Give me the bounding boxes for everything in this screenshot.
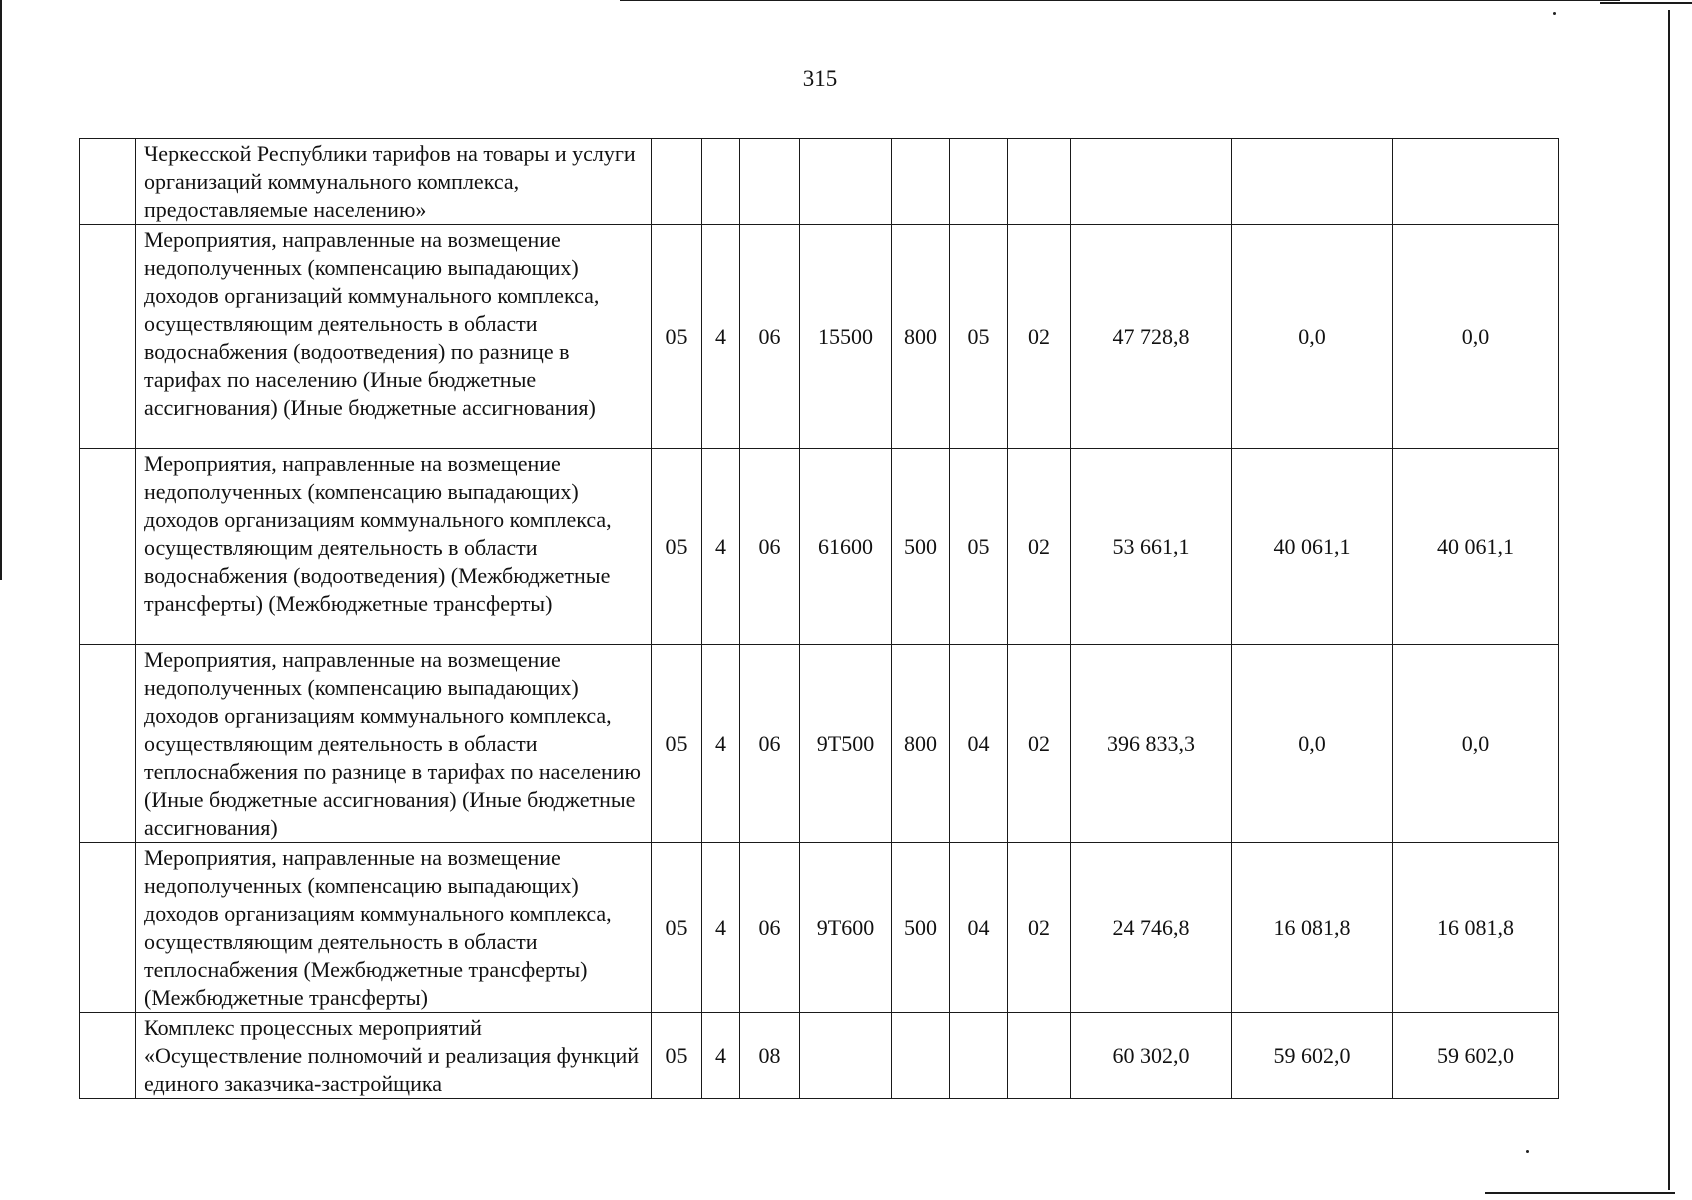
code-program: 4 [702,843,740,1013]
code-subprogram: 06 [740,225,800,449]
amount-year-1: 24 746,8 [1071,843,1232,1013]
code-section: 05 [652,645,702,843]
code-expense-type [892,1013,950,1099]
code-program: 4 [702,1013,740,1099]
code-section: 05 [652,1013,702,1099]
scan-top-right-rule [1600,2,1692,4]
code-subdivision: 02 [1008,225,1071,449]
amount-year-1 [1071,139,1232,225]
amount-year-2: 40 061,1 [1232,449,1393,645]
table-row [80,449,1559,645]
code-division: 04 [950,843,1008,1013]
amount-year-1: 53 661,1 [1071,449,1232,645]
code-subprogram [740,139,800,225]
amount-year-3: 40 061,1 [1393,449,1559,645]
scan-bottom-right-rule [1485,1192,1675,1194]
budget-table [79,138,1559,1099]
amount-year-3: 59 602,0 [1393,1013,1559,1099]
code-subprogram: 06 [740,843,800,1013]
amount-year-3 [1393,139,1559,225]
scan-top-rule [620,0,1620,1]
code-program: 4 [702,225,740,449]
code-section [652,139,702,225]
amount-year-2: 59 602,0 [1232,1013,1393,1099]
amount-year-2 [1232,139,1393,225]
code-subdivision: 02 [1008,843,1071,1013]
code-subprogram: 06 [740,645,800,843]
scan-speck [1526,1150,1529,1153]
amount-year-1: 60 302,0 [1071,1013,1232,1099]
amount-year-2: 0,0 [1232,645,1393,843]
code-section: 05 [652,225,702,449]
code-division [950,139,1008,225]
code-expense-type: 800 [892,225,950,449]
code-section: 05 [652,449,702,645]
table-row [80,645,1559,843]
row-number [80,843,136,1013]
code-subprogram: 08 [740,1013,800,1099]
row-description: Комплекс процессных мероприятий «Осуществление полномочий и реализация функций единого заказчика-застройщика [136,1013,652,1099]
page-number: 315 [802,66,838,91]
code-program [702,139,740,225]
amount-year-3: 0,0 [1393,645,1559,843]
row-description: Мероприятия, направленные на возмещение недополученных (компенсацию выпадающих) доходов организациям коммунального комплекса, осуществляющим деятельность в области теплоснабжения по разнице в тарифах по населению (Иные бюджетные ассигнования) (Иные бюджетные ассигнования) [136,645,652,843]
scan-speck [1553,12,1556,15]
amount-year-1: 47 728,8 [1071,225,1232,449]
table-row [80,139,1559,225]
row-description: Мероприятия, направленные на возмещение недополученных (компенсацию выпадающих) доходов организациям коммунального комплекса, осуществляющим деятельность в области теплоснабжения (Межбюджетные трансферты) (Межбюджетные трансферты) [136,843,652,1013]
code-direction: 61600 [800,449,892,645]
code-subdivision [1008,1013,1071,1099]
amount-year-2: 0,0 [1232,225,1393,449]
code-direction: 15500 [800,225,892,449]
code-division: 04 [950,645,1008,843]
code-division: 05 [950,449,1008,645]
code-expense-type: 800 [892,645,950,843]
code-direction: 9Т500 [800,645,892,843]
code-division [950,1013,1008,1099]
code-direction: 9Т600 [800,843,892,1013]
code-expense-type: 500 [892,843,950,1013]
code-program: 4 [702,645,740,843]
row-description: Мероприятия, направленные на возмещение недополученных (компенсацию выпадающих) доходов организаций коммунального комплекса, осуществляющим деятельность в области водоснабжения (водоотведения) по разнице в тарифах по населению (Иные бюджетные ассигнования) (Иные бюджетные ассигнования) [136,225,652,449]
amount-year-3: 0,0 [1393,225,1559,449]
amount-year-2: 16 081,8 [1232,843,1393,1013]
code-division: 05 [950,225,1008,449]
table-row [80,225,1559,449]
code-subdivision: 02 [1008,449,1071,645]
code-expense-type [892,139,950,225]
scan-right-edge [1668,10,1670,1190]
code-subdivision [1008,139,1071,225]
row-number [80,449,136,645]
table-row [80,843,1559,1013]
code-subprogram: 06 [740,449,800,645]
row-description: Черкесской Республики тарифов на товары и услуги организаций коммунального комплекса, предоставляемые населению» [136,139,652,225]
code-subdivision: 02 [1008,645,1071,843]
table-row [80,1013,1559,1099]
amount-year-1: 396 833,3 [1071,645,1232,843]
row-description: Мероприятия, направленные на возмещение недополученных (компенсацию выпадающих) доходов организациям коммунального комплекса, осуществляющим деятельность в области водоснабжения (водоотведения) (Межбюджетные трансферты) (Межбюджетные трансферты) [136,449,652,645]
row-number [80,645,136,843]
amount-year-3: 16 081,8 [1393,843,1559,1013]
row-number [80,1013,136,1099]
row-number [80,225,136,449]
code-expense-type: 500 [892,449,950,645]
code-direction [800,1013,892,1099]
code-direction [800,139,892,225]
code-program: 4 [702,449,740,645]
code-section: 05 [652,843,702,1013]
row-number [80,139,136,225]
